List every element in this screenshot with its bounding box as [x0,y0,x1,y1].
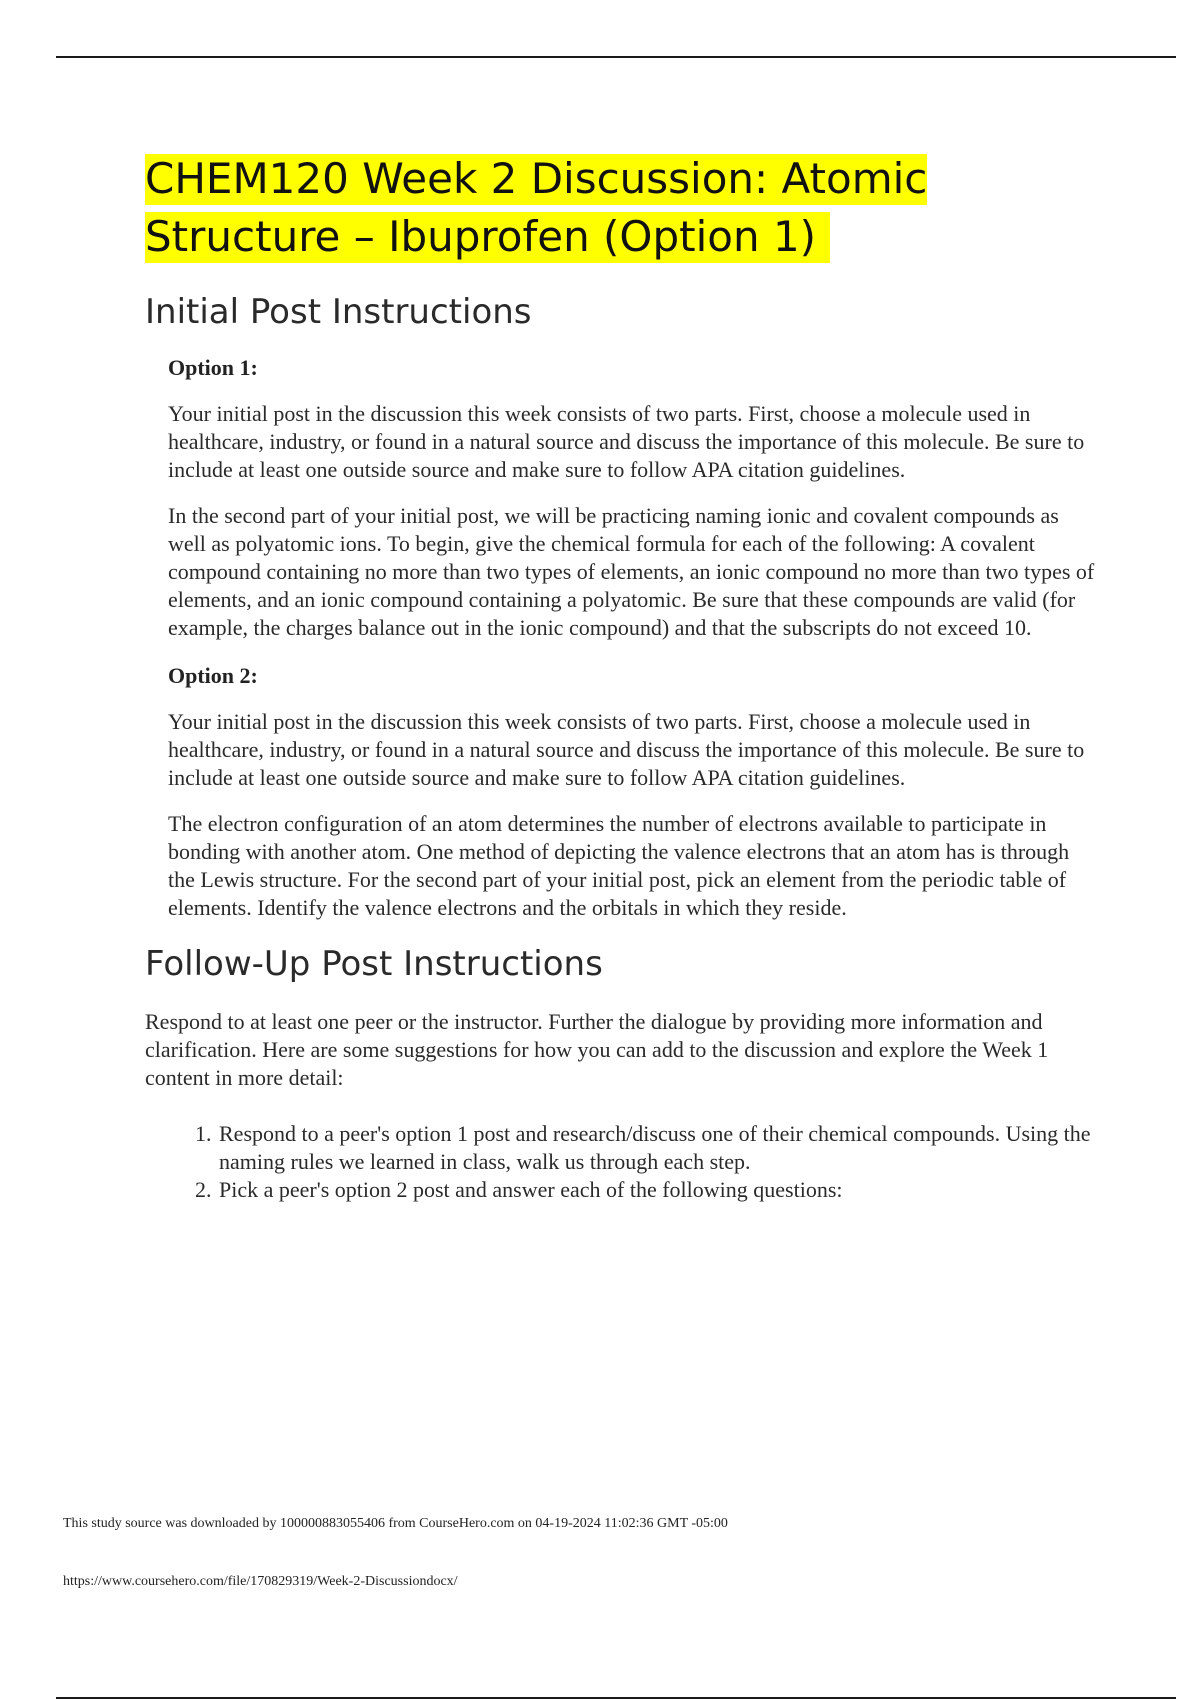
option-2-paragraph-1: Your initial post in the discussion this week consists of two parts. First, choose a molecule used in healthcare, industry, or found in a natural source and discuss the importance of this molecule. Be sure to include at least one outside source and make sure to follow APA citation guidelines. [168,709,1085,790]
option-2-label: Option 2: [168,663,258,688]
title-highlight: CHEM120 Week 2 Discussion: Atomic Structure – Ibuprofen (Option 1) [145,154,928,261]
follow-up-heading: Follow-Up Post Instructions [145,944,603,984]
footer-url: https://www.coursehero.com/file/170829319/Week-2-Discussiondocx/ [63,1574,458,1589]
option-1-label: Option 1: [168,355,258,380]
document-body [145,150,1095,1204]
list-item: 1. Respond to a peer's option 1 post and research/discuss one of their chemical compounds. Using the naming rules we learned in class, walk us through each step. [217,1120,1095,1176]
footer-source-line: This study source was downloaded by 100000883055406 from CourseHero.com on 04-19-2024 11:02:36 GMT -05:00 [63,1516,728,1531]
option-2-paragraph-2: The electron configuration of an atom determines the number of electrons available to participate in bonding with another atom. One method of depicting the valence electrons that an atom has is through the Lewis structure. For the second part of your initial post, pick an element from the periodic table of elements. Identify the valence electrons and the orbitals in which they reside. [168,811,1070,920]
option-1-paragraph-2: In the second part of your initial post, we will be practicing naming ionic and covalent compounds as well as polyatomic ions. To begin, give the chemical formula for each of the following: A covalent compound containing no more than two types of elements, an ionic compound no more than two types of elements, and an ionic compound containing a polyatomic. Be sure that these compounds are valid (for example, the charges balance out in the ionic compound) and that the subscripts do not exceed 10. [168,503,1095,640]
follow-up-paragraph: Respond to at least one peer or the instructor. Further the dialogue by providing more information and clarification. Here are some suggestions for how you can add to the discussion and explore the Week 1 content in more detail: [145,1009,1049,1090]
follow-up-list [145,1120,1095,1204]
list-item: 2. Pick a peer's option 2 post and answer each of the following questions: [217,1176,1095,1204]
initial-post-heading: Initial Post Instructions [145,292,532,332]
options-block [145,354,1095,922]
bottom-rule [56,1697,1176,1699]
option-1-paragraph-1: Your initial post in the discussion this week consists of two parts. First, choose a molecule used in healthcare, industry, or found in a natural source and discuss the importance of this molecule. Be sure to include at least one outside source and make sure to follow APA citation guidelines. [168,401,1085,482]
document-title [145,150,1095,266]
top-rule [56,56,1176,58]
